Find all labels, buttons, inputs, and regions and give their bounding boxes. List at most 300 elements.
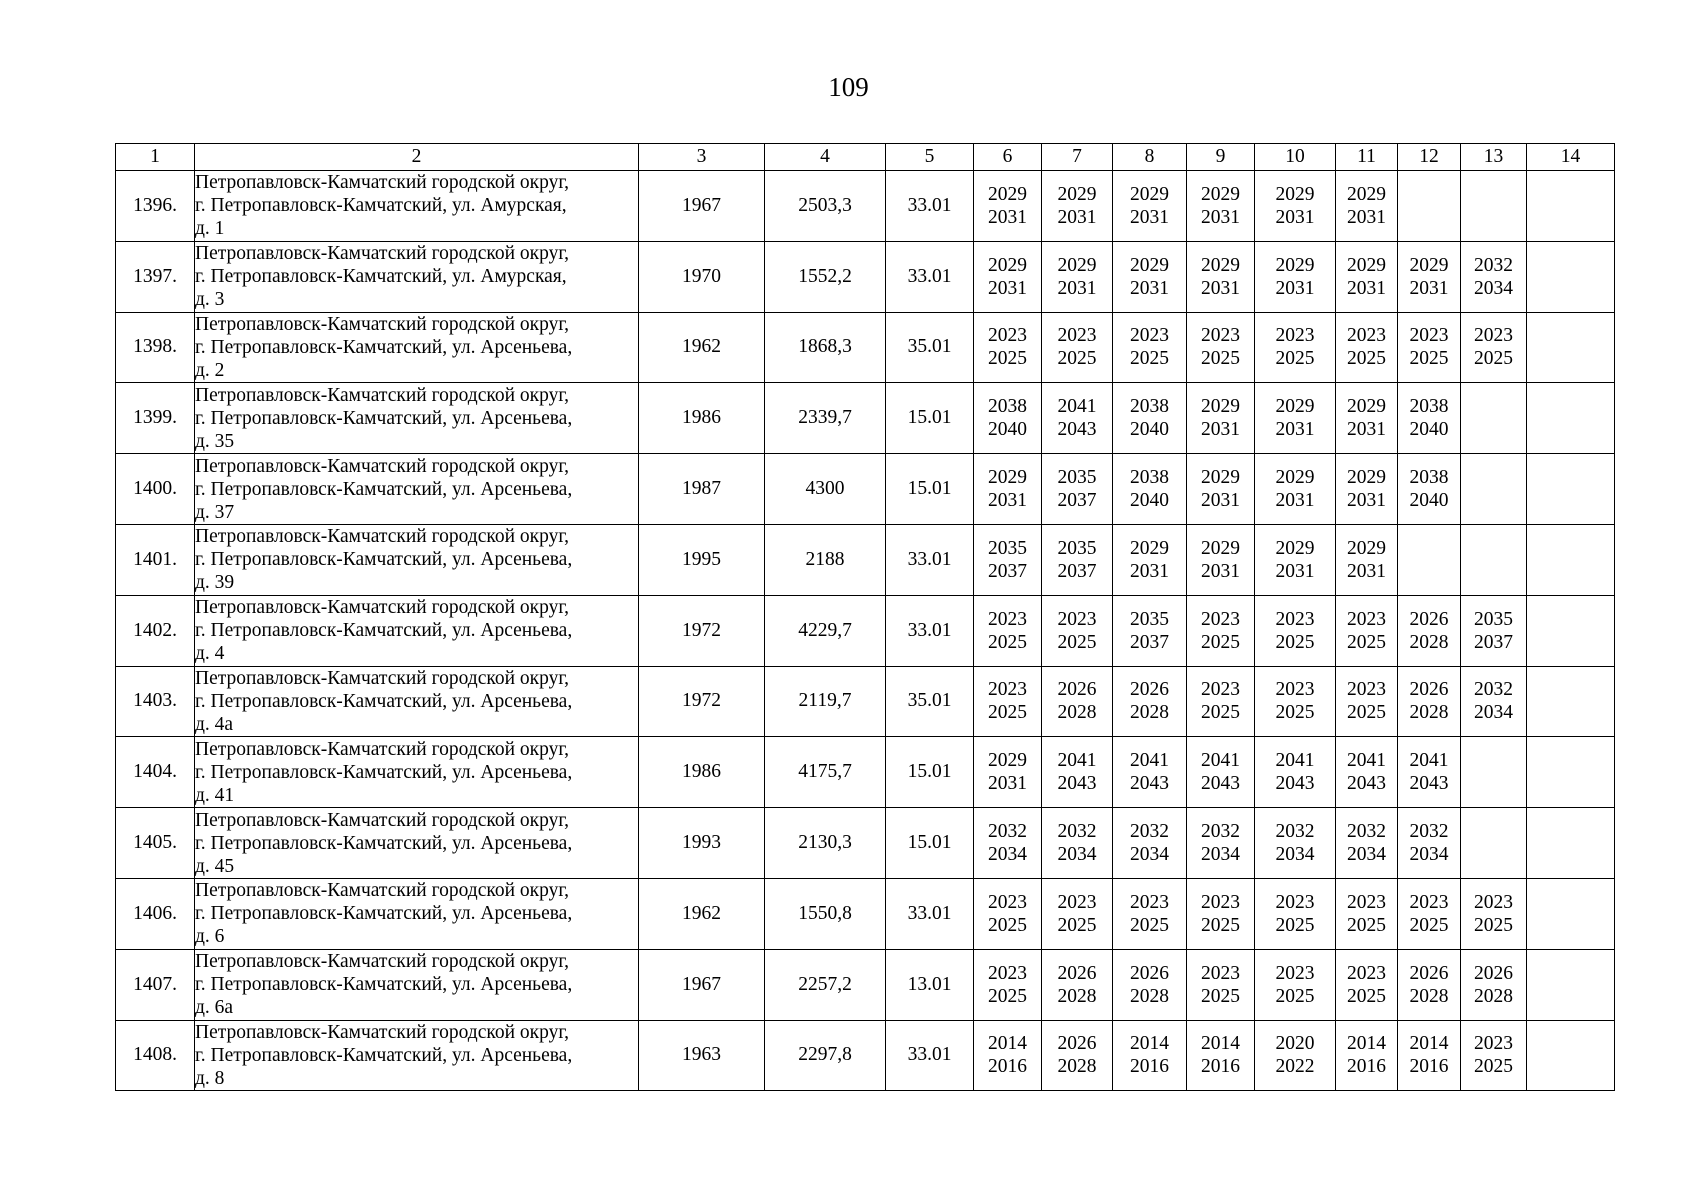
period-cell bbox=[974, 312, 1042, 383]
period-cell bbox=[1398, 878, 1461, 949]
period-cell bbox=[1042, 666, 1113, 737]
period-cell bbox=[1461, 595, 1527, 666]
period-cell bbox=[1336, 241, 1398, 312]
period-cell bbox=[1527, 383, 1615, 454]
period-end: 2031 bbox=[1057, 277, 1097, 299]
period-end: 2040 bbox=[1130, 419, 1169, 441]
period-cell bbox=[974, 949, 1042, 1020]
period-end: 2025 bbox=[1130, 914, 1169, 936]
period-cell bbox=[1336, 808, 1398, 879]
period-start: 2032 bbox=[1057, 821, 1097, 843]
period-cell bbox=[1336, 595, 1398, 666]
period-cell bbox=[1255, 241, 1336, 312]
address-line: д. 6 bbox=[195, 926, 225, 948]
period-end: 2031 bbox=[1347, 277, 1386, 299]
column-header: 9 bbox=[1187, 144, 1255, 171]
period-cell bbox=[1042, 595, 1113, 666]
period-start: 2026 bbox=[1057, 962, 1097, 984]
address-cell bbox=[195, 949, 639, 1020]
period-end: 2031 bbox=[1130, 560, 1169, 582]
row-number: 1396. bbox=[116, 171, 195, 242]
period-end: 2031 bbox=[1275, 490, 1315, 512]
address-line: д. 35 bbox=[195, 430, 235, 452]
period-start: 2041 bbox=[1347, 750, 1386, 772]
address-cell bbox=[195, 737, 639, 808]
table-row bbox=[116, 595, 1615, 666]
period-start: 2041 bbox=[1057, 750, 1097, 772]
period-cell bbox=[1187, 808, 1255, 879]
period-end: 2028 bbox=[1130, 702, 1169, 724]
period-start: 2035 bbox=[1130, 608, 1169, 630]
commission-year: 1972 bbox=[639, 595, 765, 666]
period-cell bbox=[1527, 666, 1615, 737]
total-area: 1552,2 bbox=[765, 241, 886, 312]
period-cell bbox=[1255, 454, 1336, 525]
period-cell bbox=[1042, 737, 1113, 808]
commission-year: 1987 bbox=[639, 454, 765, 525]
period-cell bbox=[1461, 383, 1527, 454]
period-start: 2032 bbox=[1409, 821, 1449, 843]
period-end: 2031 bbox=[1347, 419, 1386, 441]
address-cell bbox=[195, 808, 639, 879]
period-cell bbox=[1042, 878, 1113, 949]
period-cell bbox=[1113, 666, 1187, 737]
period-cell bbox=[974, 171, 1042, 242]
period-start: 2023 bbox=[1474, 891, 1513, 913]
commission-year: 1963 bbox=[639, 1020, 765, 1091]
period-end: 2031 bbox=[988, 773, 1027, 795]
row-number: 1400. bbox=[116, 454, 195, 525]
table-row bbox=[116, 949, 1615, 1020]
address-cell bbox=[195, 312, 639, 383]
period-start: 2032 bbox=[1474, 679, 1513, 701]
address-cell bbox=[195, 171, 639, 242]
code-cell: 33.01 bbox=[886, 241, 974, 312]
period-end: 2034 bbox=[1409, 844, 1449, 866]
period-start: 2041 bbox=[1130, 750, 1169, 772]
period-start: 2029 bbox=[1130, 254, 1169, 276]
address-line: г. Петропавловск-Камчатский, ул. Арсеньева, bbox=[195, 478, 573, 500]
period-end: 2031 bbox=[1201, 277, 1240, 299]
period-cell bbox=[1461, 1020, 1527, 1091]
period-cell bbox=[1187, 312, 1255, 383]
period-cell bbox=[1113, 524, 1187, 595]
period-cell bbox=[1113, 878, 1187, 949]
period-start: 2029 bbox=[988, 183, 1027, 205]
period-start: 2029 bbox=[1201, 183, 1240, 205]
period-start: 2026 bbox=[1130, 962, 1169, 984]
period-cell bbox=[1527, 949, 1615, 1020]
period-start: 2023 bbox=[988, 962, 1027, 984]
period-end: 2031 bbox=[1347, 206, 1386, 228]
period-end: 2025 bbox=[988, 985, 1027, 1007]
period-end: 2025 bbox=[1275, 348, 1315, 370]
period-end: 2037 bbox=[1130, 631, 1169, 653]
period-start: 2023 bbox=[1201, 891, 1240, 913]
commission-year: 1972 bbox=[639, 666, 765, 737]
period-end: 2031 bbox=[1057, 206, 1097, 228]
period-cell bbox=[1042, 312, 1113, 383]
table-row bbox=[116, 171, 1615, 242]
period-end: 2031 bbox=[1201, 206, 1240, 228]
commission-year: 1995 bbox=[639, 524, 765, 595]
address-line: Петропавловск-Камчатский городской округ, bbox=[195, 313, 570, 335]
period-end: 2016 bbox=[1409, 1056, 1449, 1078]
address-line: д. 1 bbox=[195, 218, 225, 240]
period-end: 2016 bbox=[988, 1056, 1027, 1078]
period-cell bbox=[1398, 171, 1461, 242]
row-number: 1404. bbox=[116, 737, 195, 808]
period-end: 2040 bbox=[1409, 419, 1449, 441]
address-line: г. Петропавловск-Камчатский, ул. Арсеньева, bbox=[195, 690, 573, 712]
period-start: 2023 bbox=[988, 891, 1027, 913]
period-cell bbox=[974, 241, 1042, 312]
period-cell bbox=[1336, 312, 1398, 383]
period-end: 2034 bbox=[1057, 844, 1097, 866]
row-number: 1407. bbox=[116, 949, 195, 1020]
table-row bbox=[116, 524, 1615, 595]
period-cell bbox=[1336, 737, 1398, 808]
period-cell bbox=[1336, 454, 1398, 525]
period-start: 2023 bbox=[1201, 325, 1240, 347]
period-start: 2035 bbox=[988, 537, 1027, 559]
period-cell bbox=[1255, 1020, 1336, 1091]
period-end: 2043 bbox=[1130, 773, 1169, 795]
period-cell bbox=[1187, 666, 1255, 737]
period-cell bbox=[1336, 878, 1398, 949]
period-start: 2029 bbox=[1201, 396, 1240, 418]
period-cell bbox=[974, 524, 1042, 595]
total-area: 4229,7 bbox=[765, 595, 886, 666]
period-start: 2023 bbox=[1201, 679, 1240, 701]
period-end: 2016 bbox=[1347, 1056, 1386, 1078]
period-end: 2031 bbox=[1275, 206, 1315, 228]
address-line: г. Петропавловск-Камчатский, ул. Амурская, bbox=[195, 195, 567, 217]
period-end: 2031 bbox=[1201, 419, 1240, 441]
period-cell bbox=[1113, 595, 1187, 666]
code-cell: 33.01 bbox=[886, 878, 974, 949]
period-cell bbox=[1255, 383, 1336, 454]
period-end: 2025 bbox=[1474, 348, 1513, 370]
period-start: 2023 bbox=[1130, 325, 1169, 347]
table-row bbox=[116, 737, 1615, 808]
period-start: 2023 bbox=[1347, 325, 1386, 347]
address-cell bbox=[195, 1020, 639, 1091]
period-end: 2034 bbox=[1130, 844, 1169, 866]
period-cell bbox=[1042, 171, 1113, 242]
period-end: 2016 bbox=[1130, 1056, 1169, 1078]
period-end: 2031 bbox=[988, 277, 1027, 299]
address-line: г. Петропавловск-Камчатский, ул. Арсеньева, bbox=[195, 407, 573, 429]
period-cell bbox=[1527, 524, 1615, 595]
address-line: Петропавловск-Камчатский городской округ, bbox=[195, 455, 570, 477]
period-cell bbox=[1113, 454, 1187, 525]
address-line: Петропавловск-Камчатский городской округ, bbox=[195, 738, 570, 760]
period-start: 2029 bbox=[988, 750, 1027, 772]
period-start: 2029 bbox=[1275, 467, 1315, 489]
period-cell bbox=[1398, 312, 1461, 383]
period-end: 2031 bbox=[1275, 277, 1315, 299]
address-cell bbox=[195, 383, 639, 454]
period-end: 2025 bbox=[1347, 631, 1386, 653]
period-cell bbox=[1527, 454, 1615, 525]
period-cell bbox=[974, 454, 1042, 525]
table-row bbox=[116, 878, 1615, 949]
period-end: 2025 bbox=[1057, 631, 1097, 653]
period-start: 2020 bbox=[1275, 1033, 1315, 1055]
period-end: 2031 bbox=[1130, 277, 1169, 299]
period-end: 2034 bbox=[1201, 844, 1240, 866]
period-cell bbox=[1336, 666, 1398, 737]
period-end: 2025 bbox=[988, 914, 1027, 936]
period-cell bbox=[1461, 666, 1527, 737]
period-end: 2034 bbox=[1347, 844, 1386, 866]
code-cell: 15.01 bbox=[886, 454, 974, 525]
period-cell bbox=[1461, 949, 1527, 1020]
period-start: 2023 bbox=[1275, 679, 1315, 701]
period-cell bbox=[1461, 524, 1527, 595]
column-header: 13 bbox=[1461, 144, 1527, 171]
period-cell bbox=[1187, 524, 1255, 595]
period-start: 2023 bbox=[1474, 325, 1513, 347]
period-cell bbox=[1527, 878, 1615, 949]
period-start: 2029 bbox=[1275, 396, 1315, 418]
period-start: 2038 bbox=[1130, 467, 1169, 489]
period-cell bbox=[1113, 383, 1187, 454]
address-cell bbox=[195, 524, 639, 595]
address-cell bbox=[195, 878, 639, 949]
period-start: 2023 bbox=[1275, 962, 1315, 984]
period-end: 2034 bbox=[1275, 844, 1315, 866]
period-start: 2029 bbox=[1130, 537, 1169, 559]
period-end: 2028 bbox=[1409, 631, 1449, 653]
period-start: 2038 bbox=[988, 396, 1027, 418]
period-start: 2023 bbox=[1409, 891, 1449, 913]
address-cell bbox=[195, 595, 639, 666]
period-cell bbox=[1113, 241, 1187, 312]
period-start: 2041 bbox=[1409, 750, 1449, 772]
period-cell bbox=[1527, 737, 1615, 808]
code-cell: 33.01 bbox=[886, 1020, 974, 1091]
period-end: 2040 bbox=[1409, 490, 1449, 512]
total-area: 2503,3 bbox=[765, 171, 886, 242]
code-cell: 15.01 bbox=[886, 808, 974, 879]
period-end: 2043 bbox=[1201, 773, 1240, 795]
period-cell bbox=[1527, 1020, 1615, 1091]
period-start: 2023 bbox=[988, 608, 1027, 630]
period-end: 2043 bbox=[1275, 773, 1315, 795]
period-end: 2025 bbox=[1201, 631, 1240, 653]
address-line: г. Петропавловск-Камчатский, ул. Арсеньева, bbox=[195, 549, 573, 571]
code-cell: 33.01 bbox=[886, 171, 974, 242]
address-line: г. Петропавловск-Камчатский, ул. Арсеньева, bbox=[195, 336, 573, 358]
period-cell bbox=[1398, 808, 1461, 879]
period-start: 2035 bbox=[1057, 537, 1097, 559]
period-start: 2023 bbox=[1130, 891, 1169, 913]
period-end: 2025 bbox=[1057, 914, 1097, 936]
period-cell bbox=[1113, 808, 1187, 879]
housing-register-table bbox=[115, 143, 1615, 1091]
period-end: 2016 bbox=[1201, 1056, 1240, 1078]
address-line: д. 4 bbox=[195, 643, 225, 665]
period-end: 2037 bbox=[988, 560, 1027, 582]
period-start: 2029 bbox=[1275, 183, 1315, 205]
period-end: 2028 bbox=[1130, 985, 1169, 1007]
total-area: 2339,7 bbox=[765, 383, 886, 454]
period-end: 2034 bbox=[1474, 702, 1513, 724]
column-header: 12 bbox=[1398, 144, 1461, 171]
commission-year: 1986 bbox=[639, 737, 765, 808]
period-end: 2028 bbox=[1409, 985, 1449, 1007]
period-cell bbox=[1336, 171, 1398, 242]
column-header: 14 bbox=[1527, 144, 1615, 171]
table-row bbox=[116, 241, 1615, 312]
period-cell bbox=[1113, 949, 1187, 1020]
period-cell bbox=[974, 595, 1042, 666]
period-start: 2023 bbox=[1057, 325, 1097, 347]
address-line: г. Петропавловск-Камчатский, ул. Амурская, bbox=[195, 266, 567, 288]
total-area: 2130,3 bbox=[765, 808, 886, 879]
period-start: 2026 bbox=[1130, 679, 1169, 701]
period-cell bbox=[1461, 312, 1527, 383]
period-end: 2031 bbox=[1275, 419, 1315, 441]
period-end: 2040 bbox=[1130, 490, 1169, 512]
period-cell bbox=[1527, 595, 1615, 666]
row-number: 1406. bbox=[116, 878, 195, 949]
period-cell bbox=[1527, 312, 1615, 383]
period-cell bbox=[1187, 241, 1255, 312]
table-row bbox=[116, 666, 1615, 737]
period-end: 2031 bbox=[988, 490, 1027, 512]
period-start: 2029 bbox=[988, 254, 1027, 276]
period-start: 2029 bbox=[1201, 467, 1240, 489]
period-end: 2043 bbox=[1057, 419, 1097, 441]
period-cell bbox=[1113, 312, 1187, 383]
period-cell bbox=[1398, 454, 1461, 525]
period-start: 2041 bbox=[1201, 750, 1240, 772]
period-end: 2031 bbox=[1201, 490, 1240, 512]
period-end: 2028 bbox=[1409, 702, 1449, 724]
period-start: 2041 bbox=[1057, 396, 1097, 418]
period-start: 2032 bbox=[1201, 821, 1240, 843]
column-header: 2 bbox=[195, 144, 639, 171]
period-cell bbox=[1398, 383, 1461, 454]
period-cell bbox=[1255, 171, 1336, 242]
table-row bbox=[116, 1020, 1615, 1091]
period-start: 2023 bbox=[1409, 325, 1449, 347]
address-line: д. 3 bbox=[195, 289, 225, 311]
code-cell: 35.01 bbox=[886, 312, 974, 383]
table-row bbox=[116, 808, 1615, 879]
period-cell bbox=[1042, 1020, 1113, 1091]
period-start: 2023 bbox=[1057, 608, 1097, 630]
period-end: 2028 bbox=[1057, 702, 1097, 724]
period-start: 2029 bbox=[1057, 183, 1097, 205]
period-start: 2029 bbox=[1201, 254, 1240, 276]
period-end: 2043 bbox=[1347, 773, 1386, 795]
address-line: д. 39 bbox=[195, 572, 235, 594]
address-line: д. 6а bbox=[195, 997, 234, 1019]
period-start: 2029 bbox=[1347, 396, 1386, 418]
period-cell bbox=[1113, 737, 1187, 808]
period-end: 2025 bbox=[1347, 914, 1386, 936]
period-cell bbox=[1461, 878, 1527, 949]
period-start: 2014 bbox=[988, 1033, 1027, 1055]
period-start: 2032 bbox=[1275, 821, 1315, 843]
column-header: 1 bbox=[116, 144, 195, 171]
period-end: 2031 bbox=[988, 206, 1027, 228]
period-end: 2037 bbox=[1474, 631, 1513, 653]
period-start: 2029 bbox=[1347, 537, 1386, 559]
period-cell bbox=[1042, 241, 1113, 312]
period-end: 2040 bbox=[988, 419, 1027, 441]
address-line: Петропавловск-Камчатский городской округ, bbox=[195, 526, 570, 548]
period-end: 2025 bbox=[1474, 914, 1513, 936]
period-start: 2029 bbox=[1409, 254, 1449, 276]
period-cell bbox=[1398, 666, 1461, 737]
address-line: Петропавловск-Камчатский городской округ, bbox=[195, 1021, 570, 1043]
column-header: 5 bbox=[886, 144, 974, 171]
address-line: д. 41 bbox=[195, 784, 235, 806]
period-cell bbox=[974, 383, 1042, 454]
period-cell bbox=[1461, 454, 1527, 525]
period-start: 2032 bbox=[988, 821, 1027, 843]
period-end: 2025 bbox=[1201, 985, 1240, 1007]
period-cell bbox=[1255, 878, 1336, 949]
row-number: 1401. bbox=[116, 524, 195, 595]
address-line: Петропавловск-Камчатский городской округ, bbox=[195, 951, 570, 973]
code-cell: 13.01 bbox=[886, 949, 974, 1020]
period-start: 2029 bbox=[1130, 183, 1169, 205]
commission-year: 1967 bbox=[639, 949, 765, 1020]
period-cell bbox=[1042, 808, 1113, 879]
period-cell bbox=[974, 1020, 1042, 1091]
period-cell bbox=[1187, 737, 1255, 808]
address-line: д. 8 bbox=[195, 1067, 225, 1089]
total-area: 2188 bbox=[765, 524, 886, 595]
row-number: 1399. bbox=[116, 383, 195, 454]
period-start: 2023 bbox=[1057, 891, 1097, 913]
period-cell bbox=[1461, 241, 1527, 312]
total-area: 4175,7 bbox=[765, 737, 886, 808]
period-start: 2029 bbox=[988, 467, 1027, 489]
total-area: 2257,2 bbox=[765, 949, 886, 1020]
period-cell bbox=[1527, 808, 1615, 879]
address-line: д. 4а bbox=[195, 713, 234, 735]
period-start: 2029 bbox=[1201, 537, 1240, 559]
period-end: 2025 bbox=[1347, 348, 1386, 370]
address-line: д. 2 bbox=[195, 359, 225, 381]
period-start: 2035 bbox=[1474, 608, 1513, 630]
period-end: 2025 bbox=[1275, 914, 1315, 936]
address-line: Петропавловск-Камчатский городской округ, bbox=[195, 243, 570, 265]
row-number: 1403. bbox=[116, 666, 195, 737]
address-line: д. 37 bbox=[195, 501, 235, 523]
address-line: г. Петропавловск-Камчатский, ул. Арсеньева, bbox=[195, 832, 573, 854]
commission-year: 1962 bbox=[639, 878, 765, 949]
period-start: 2023 bbox=[988, 325, 1027, 347]
period-cell bbox=[1398, 241, 1461, 312]
address-line: Петропавловск-Камчатский городской округ, bbox=[195, 172, 570, 194]
period-cell bbox=[1398, 595, 1461, 666]
period-cell bbox=[1042, 949, 1113, 1020]
period-cell bbox=[1042, 454, 1113, 525]
period-start: 2032 bbox=[1474, 254, 1513, 276]
row-number: 1408. bbox=[116, 1020, 195, 1091]
period-start: 2014 bbox=[1130, 1033, 1169, 1055]
code-cell: 15.01 bbox=[886, 383, 974, 454]
period-end: 2025 bbox=[1409, 348, 1449, 370]
